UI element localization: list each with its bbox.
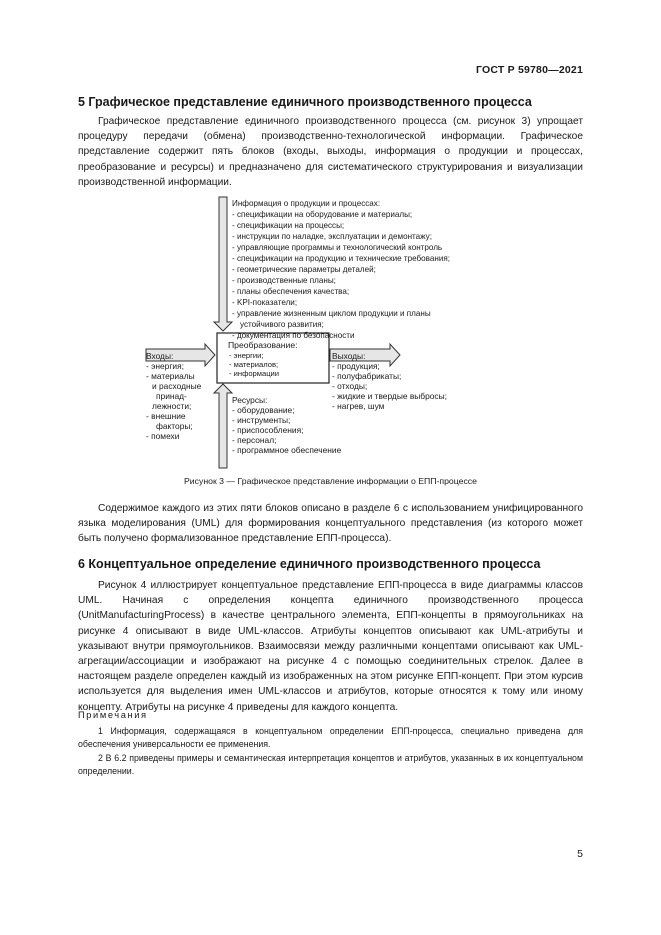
inputs-line: Входы: [146, 351, 174, 361]
inputs-line: - энергия; [146, 361, 184, 371]
transform-line: - энергии; [229, 351, 264, 360]
section-6-heading: 6 Концептуальное определение единичного производственного процесса [78, 557, 541, 571]
inputs-line: - помехи [146, 431, 180, 441]
note-1: 1 Информация, содержащаяся в концептуальном определении ЕПП-процесса, специально приведена для обеспечения универсальности ее применения. [78, 726, 583, 750]
resources-arrow [214, 384, 232, 468]
note-2: 2 В 6.2 приведены примеры и семантическая интерпретация концептов и атрибутов, указанных в их концептуальном определении. [78, 753, 583, 777]
info-line: - инструкции по наладке, эксплуатации и демонтажу; [232, 232, 432, 241]
transform-line: - материалов; [229, 360, 279, 369]
inputs-line: - материалы [146, 371, 195, 381]
inputs-line: факторы; [156, 421, 193, 431]
section-5-paragraph-1: Графическое представление единичного производственного процесса (см. рисунок 3) упрощает процедуру передачи (обмена) производственно-технологической информации. Графическое представление содержит пять блоков (входы, выходы, информация о продукции и процессах, преобразование и ресурсы) и предназначено для систематического структурирования и визуализации производственной информации. [78, 116, 583, 188]
info-arrow [214, 197, 232, 331]
resources-line: Ресурсы: [232, 395, 268, 405]
resources-line: - программное обеспечение [232, 445, 342, 455]
inputs-line: и расходные [152, 381, 202, 391]
info-line: - планы обеспечения качества; [232, 287, 350, 296]
info-line: - документация по безопасности [232, 331, 355, 340]
info-line: - управляющие программы и технологический контроль [232, 243, 443, 252]
info-line: - производственные планы; [232, 276, 336, 285]
outputs-line: - отходы; [332, 381, 368, 391]
info-line: Информация о продукции и процессах: [232, 199, 381, 208]
transform-title: Преобразование: [228, 340, 298, 350]
section-5-heading: 5 Графическое представление единичного производственного процесса [78, 95, 532, 109]
figure-3-caption: Рисунок 3 — Графическое представление информации о ЕПП-процессе [184, 476, 477, 486]
notes-title: Примечания [78, 710, 148, 720]
document-id: ГОСТ Р 59780—2021 [475, 64, 583, 76]
outputs-line: - продукция; [332, 361, 380, 371]
info-line: - спецификации на продукцию и технические требования; [232, 254, 450, 263]
outputs-line: - полуфабрикаты; [332, 371, 402, 381]
info-line: устойчивого развития; [240, 320, 324, 329]
info-line: - спецификации на процессы; [232, 221, 345, 230]
info-line: - геометрические параметры деталей; [232, 265, 376, 274]
outputs-line: - жидкие и твердые выбросы; [332, 391, 447, 401]
resources-line: - оборудование; [232, 405, 295, 415]
resources-line: - приспособления; [232, 425, 304, 435]
page-number: 5 [577, 848, 583, 860]
section-6-paragraph-1: Рисунок 4 иллюстрирует концептуальное представление ЕПП-процесса в виде диаграммы классов UML. Начиная с определения концепта единичного производственного процесса (UnitManufacturingProcess) в качестве центрального элемента, ЕПП-концепты в прямоугольниках на рисунке 4 описывают в виде UML-классов. Атрибуты концептов описывают как UML-атрибуты и указывают внутри прямоугольников. Взаимосвязи между различными концептами описывают как UML-агрегации/ассоциации и изображают на рисунке 4 с помощью соединительных стрелок. Далее в настоящем разделе определен каждый из изображенных на этом рисунке ЕПП-концепт. При этом курсив используется для выделения имен UML-классов и атрибутов, которые относятся к тому или иному концепту. Атрибуты на рисунке 4 приведены для каждого концепта. [78, 580, 583, 713]
info-line: - KPI-показатели; [232, 298, 298, 307]
section-5-paragraph-2: Содержимое каждого из этих пяти блоков описано в разделе 6 с использованием унифицированного языка моделирования (UML) для формирования концептуального представления (из которого может быть получено формализованное представление ЕПП-процесса). [78, 503, 583, 545]
inputs-line: - внешние [146, 411, 186, 421]
transform-line: - информации [229, 369, 280, 378]
inputs-line: принад- [156, 391, 187, 401]
outputs-line: Выходы: [332, 351, 366, 361]
info-line: - управление жизненным циклом продукции и планы [232, 309, 431, 318]
outputs-line: - нагрев, шум [332, 401, 385, 411]
resources-line: - персонал; [232, 435, 277, 445]
inputs-line: лежности; [152, 401, 192, 411]
info-line: - спецификации на оборудование и материалы; [232, 210, 413, 219]
resources-line: - инструменты; [232, 415, 291, 425]
